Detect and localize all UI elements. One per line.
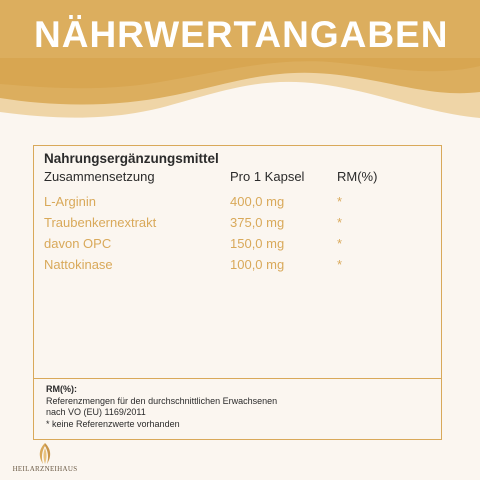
ingredient-rm: *: [337, 257, 343, 272]
ingredient-name: davon OPC: [44, 236, 112, 251]
header-banner: [0, 0, 480, 140]
footnote-line: Referenzmengen für den durchschnittlichen Erwachsenen: [46, 395, 278, 406]
nutrition-table-panel: [33, 145, 442, 440]
ingredient-rm: *: [337, 194, 343, 209]
ingredient-name: Traubenkernextrakt: [44, 215, 157, 230]
brand-name: HEILARZNEIHAUS: [12, 465, 78, 473]
table-row: [34, 236, 441, 256]
ingredient-amount: 100,0 mg: [230, 257, 285, 272]
footnote-box: [34, 378, 441, 439]
table-header-row: [34, 169, 441, 189]
page-title: NÄHRWERTANGABEN: [34, 14, 449, 55]
ingredient-amount: 375,0 mg: [230, 215, 285, 230]
ingredient-name: L-Arginin: [44, 194, 97, 209]
table-row: [34, 257, 441, 277]
footnote-line: * keine Referenzwerte vorhanden: [46, 418, 180, 429]
footnote-title: RM(%):: [46, 384, 77, 394]
footnote-line: nach VO (EU) 1169/2011: [46, 407, 146, 417]
ingredient-amount: 400,0 mg: [230, 194, 285, 209]
column-header-composition: Zusammensetzung: [44, 169, 155, 184]
ingredient-name: Nattokinase: [44, 257, 113, 272]
ingredient-amount: 150,0 mg: [230, 236, 285, 251]
column-header-rm: RM(%): [337, 169, 378, 184]
brand-logo: [10, 442, 80, 480]
table-row: [34, 215, 441, 235]
leaf-flame-logo-icon: [10, 442, 80, 466]
column-header-per-capsule: Pro 1 Kapsel: [230, 169, 305, 184]
ingredient-rm: *: [337, 215, 343, 230]
section-title: Nahrungsergänzungsmittel: [44, 151, 219, 166]
ingredient-rm: *: [337, 236, 343, 251]
table-row: [34, 194, 441, 214]
